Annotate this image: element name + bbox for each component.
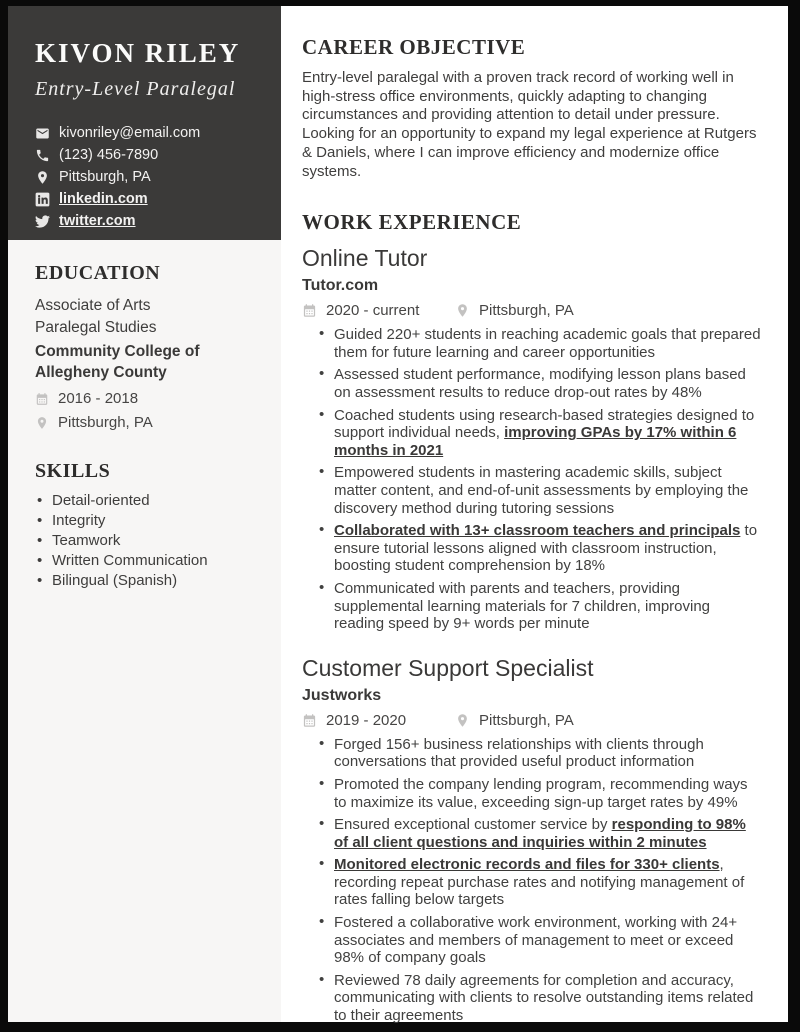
email-icon — [35, 126, 50, 141]
job-dates — [302, 712, 455, 729]
job-meta — [302, 302, 764, 319]
job-title: Customer Support Specialist — [302, 654, 594, 681]
job-meta — [302, 712, 764, 729]
experience-heading: WORK EXPERIENCE — [302, 210, 522, 235]
education-section — [8, 240, 281, 431]
job-bullet-list — [302, 326, 764, 633]
contact-item — [35, 126, 265, 141]
objective-text: Entry-level paralegal with a proven track record of working well in high-stress office environments, quickly adapting to changing circumstances and providing attention to detail under pressure. Looking for an opportunity to expand my legal experience at Rutgers & Daniels, where I can improve efficiency and modernize office systems. — [302, 69, 757, 180]
education-dates-text: 2016 - 2018 — [58, 390, 139, 407]
jobs-container — [302, 244, 764, 1024]
objective-section — [302, 34, 764, 181]
calendar-icon — [302, 303, 317, 318]
job-bullet: • Collaborated with 13+ classroom teachers and principals to ensure tutorial lessons aligned with classroom instruction, boosting student comprehension by 18% — [302, 522, 764, 575]
contact-text: (123) 456-7890 — [59, 147, 159, 163]
contact-text[interactable]: twitter.com — [59, 213, 136, 229]
education-location — [35, 414, 263, 431]
job-dates — [302, 302, 455, 319]
phone-icon — [35, 148, 50, 163]
job-entry — [302, 244, 764, 633]
contact-item — [35, 192, 265, 207]
education-dates — [35, 390, 263, 407]
contact-item — [35, 148, 265, 163]
job-dates-text: 2019 - 2020 — [326, 711, 407, 729]
location-icon — [455, 713, 470, 728]
main-content — [281, 6, 788, 1025]
job-location-text: Pittsburgh, PA — [479, 302, 574, 320]
experience-section — [302, 209, 764, 1024]
job-entry — [302, 654, 764, 1025]
job-bullet: • Forged 156+ business relationships with clients through conversations that provided useful product information — [302, 736, 764, 771]
skill-item: • Detail-oriented — [35, 491, 263, 511]
skills-heading: SKILLS — [35, 460, 111, 482]
education-degree: Associate of Arts — [35, 297, 151, 314]
job-company: Tutor.com — [302, 277, 379, 295]
location-icon — [455, 303, 470, 318]
skill-item: • Written Communication — [35, 551, 263, 571]
job-bullet: • Communicated with parents and teachers, providing supplemental learning materials for 7 children, improving reading speed by 9+ words per minute — [302, 580, 764, 633]
education-field: Paralegal Studies — [35, 319, 157, 336]
twitter-icon — [35, 214, 50, 229]
education-location-text: Pittsburgh, PA — [58, 414, 153, 431]
calendar-icon — [302, 713, 317, 728]
contact-list — [35, 126, 265, 229]
location-icon — [35, 170, 50, 185]
job-bullet: • Empowered students in mastering academic skills, subject matter content, and end-of-unit assessments by employing the discovery method during tutoring sessions — [302, 464, 764, 517]
person-job-title: Entry-Level Paralegal — [35, 78, 236, 100]
job-bullet: • Monitored electronic records and files for 330+ clients, recording repeat purchase rates and notifying management of rates falling below targets — [302, 856, 764, 909]
job-company: Justworks — [302, 686, 382, 704]
job-bullet: • Coached students using research-based strategies designed to support individual needs, improving GPAs by 17% within 6 months in 2021 — [302, 407, 764, 460]
job-location — [455, 712, 574, 729]
skill-item: • Bilingual (Spanish) — [35, 571, 263, 591]
contact-item — [35, 170, 265, 185]
job-title: Online Tutor — [302, 245, 428, 272]
job-bullet: • Fostered a collaborative work environment, working with 24+ associates and members of management to meet or exceed 98% of company goals — [302, 914, 764, 967]
education-heading: EDUCATION — [35, 262, 161, 284]
job-location-text: Pittsburgh, PA — [479, 711, 574, 729]
skill-item: • Integrity — [35, 511, 263, 531]
education-school: Community College of Allegheny County — [35, 343, 200, 381]
resume-page — [8, 6, 788, 1025]
skill-item: • Teamwork — [35, 531, 263, 551]
sidebar — [8, 6, 281, 1022]
job-location — [455, 302, 574, 319]
skills-list — [35, 491, 263, 591]
contact-text[interactable]: linkedin.com — [59, 191, 148, 207]
location-icon — [35, 416, 49, 430]
contact-text: kivonriley@email.com — [59, 125, 201, 141]
linkedin-icon — [35, 192, 50, 207]
calendar-icon — [35, 392, 49, 406]
job-bullet-list — [302, 736, 764, 1025]
objective-heading: CAREER OBJECTIVE — [302, 35, 526, 59]
job-bullet: • Promoted the company lending program, recommending ways to maximize its value, exceeding sign-up target rates by 49% — [302, 776, 764, 811]
contact-text: Pittsburgh, PA — [59, 169, 151, 185]
sidebar-header — [8, 6, 281, 240]
contact-item — [35, 214, 265, 229]
skills-section — [8, 431, 281, 591]
job-bullet: • Assessed student performance, modifying lesson plans based on assessment results to reduce drop-out rates by 48% — [302, 366, 764, 401]
job-bullet: • Guided 220+ students in reaching academic goals that prepared them for future learning and career opportunities — [302, 326, 764, 361]
job-dates-text: 2020 - current — [326, 302, 420, 320]
job-bullet: • Ensured exceptional customer service by responding to 98% of all client questions and inquiries within 2 minutes — [302, 816, 764, 851]
job-bullet: • Reviewed 78 daily agreements for completion and accuracy, communicating with clients to resolve outstanding items related to their agreements — [302, 972, 764, 1025]
person-name: KIVON RILEY — [35, 38, 241, 68]
